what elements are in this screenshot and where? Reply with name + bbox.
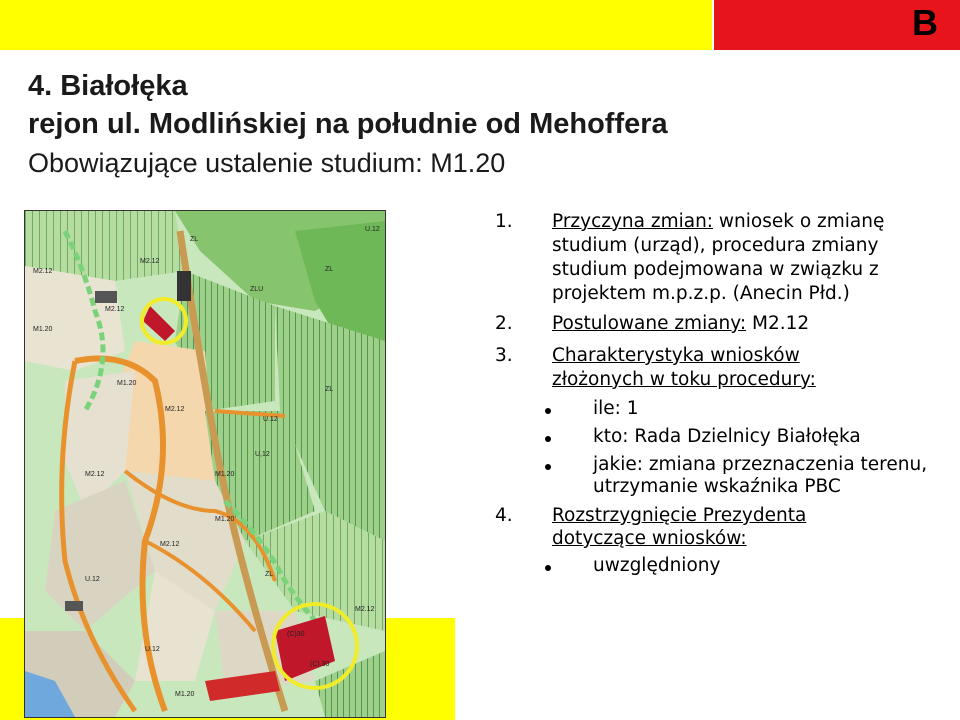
item-heading: Charakterystyka wniosków	[552, 345, 800, 366]
item-line: studium (urząd), procedura zmiany	[552, 235, 879, 256]
item-line: projektem m.p.z.p. (Anecin Płd.)	[552, 283, 850, 304]
map-label: M2.12	[165, 406, 185, 413]
map-label: (C)30	[287, 631, 305, 638]
item-number: 1.	[495, 211, 513, 232]
top-yellow-band	[0, 0, 712, 50]
map-label: ZLU	[250, 286, 264, 293]
map-label: (C).30	[310, 661, 330, 668]
corner-letter: B	[912, 2, 938, 43]
bullet-dot	[545, 436, 551, 442]
item-line	[552, 312, 809, 336]
item-heading: Przyczyna zmian:	[552, 211, 714, 232]
map-label: U.12	[85, 576, 100, 583]
bullet-text: uwzględniony	[593, 555, 721, 576]
map-label: M1.20	[175, 691, 195, 698]
slide-subtitle: rejon ul. Modlińskiej na południe od Mehoffera	[28, 108, 668, 140]
map-drawing	[25, 211, 385, 717]
item-number: 4.	[495, 505, 513, 526]
study-setting: Obowiązujące ustalenie studium: M1.20	[28, 148, 506, 178]
item-number: 3.	[495, 345, 513, 366]
item-heading: Postulowane zmiany:	[552, 313, 747, 334]
item-heading: Rozstrzygnięcie Prezydenta	[552, 505, 807, 526]
item-heading: złożonych w toku procedury:	[552, 369, 816, 390]
map-label: M2.12	[33, 268, 53, 275]
bullet-text: jakie: zmiana przeznaczenia terenu,	[593, 454, 928, 475]
map-label: M1.20	[33, 326, 53, 333]
map-label: U.12	[365, 226, 380, 233]
map-label: ZL	[325, 266, 334, 273]
map-label: U.12	[263, 416, 278, 423]
map-label: M2.12	[85, 471, 105, 478]
map-label: M2.12	[105, 306, 125, 313]
bullet-text: utrzymanie wskaźnika PBC	[593, 476, 841, 497]
map-label: M1.20	[117, 380, 137, 387]
item-text: M2.12	[746, 313, 810, 334]
item-number: 2.	[495, 313, 513, 334]
top-red-band	[714, 0, 960, 50]
map-label: ZL	[325, 386, 334, 393]
map-label: M1.20	[215, 471, 235, 478]
item-line: studium podejmowana w związku z	[552, 259, 879, 280]
item-line	[552, 210, 884, 234]
slide-title: 4. Białołęka	[28, 70, 188, 102]
map-label: U,12	[255, 451, 270, 458]
item-heading: dotyczące wniosków:	[552, 528, 747, 549]
map-label: M2.12	[140, 258, 160, 265]
bullet-dot	[545, 408, 551, 414]
bullet-text: ile: 1	[593, 398, 639, 419]
map-label: ZL	[190, 236, 199, 243]
map-label: M2.12	[160, 541, 180, 548]
bullet-dot	[545, 464, 551, 470]
map-label: ZL	[265, 571, 274, 578]
item-text: wniosek o zmianę	[713, 211, 885, 232]
map-label: M2.12	[355, 606, 375, 613]
bullet-dot	[545, 565, 551, 571]
map-label: M1.20	[215, 516, 235, 523]
map-label: U.12	[145, 646, 160, 653]
bullet-text: kto: Rada Dzielnicy Białołęka	[593, 426, 861, 447]
study-map	[24, 210, 386, 718]
